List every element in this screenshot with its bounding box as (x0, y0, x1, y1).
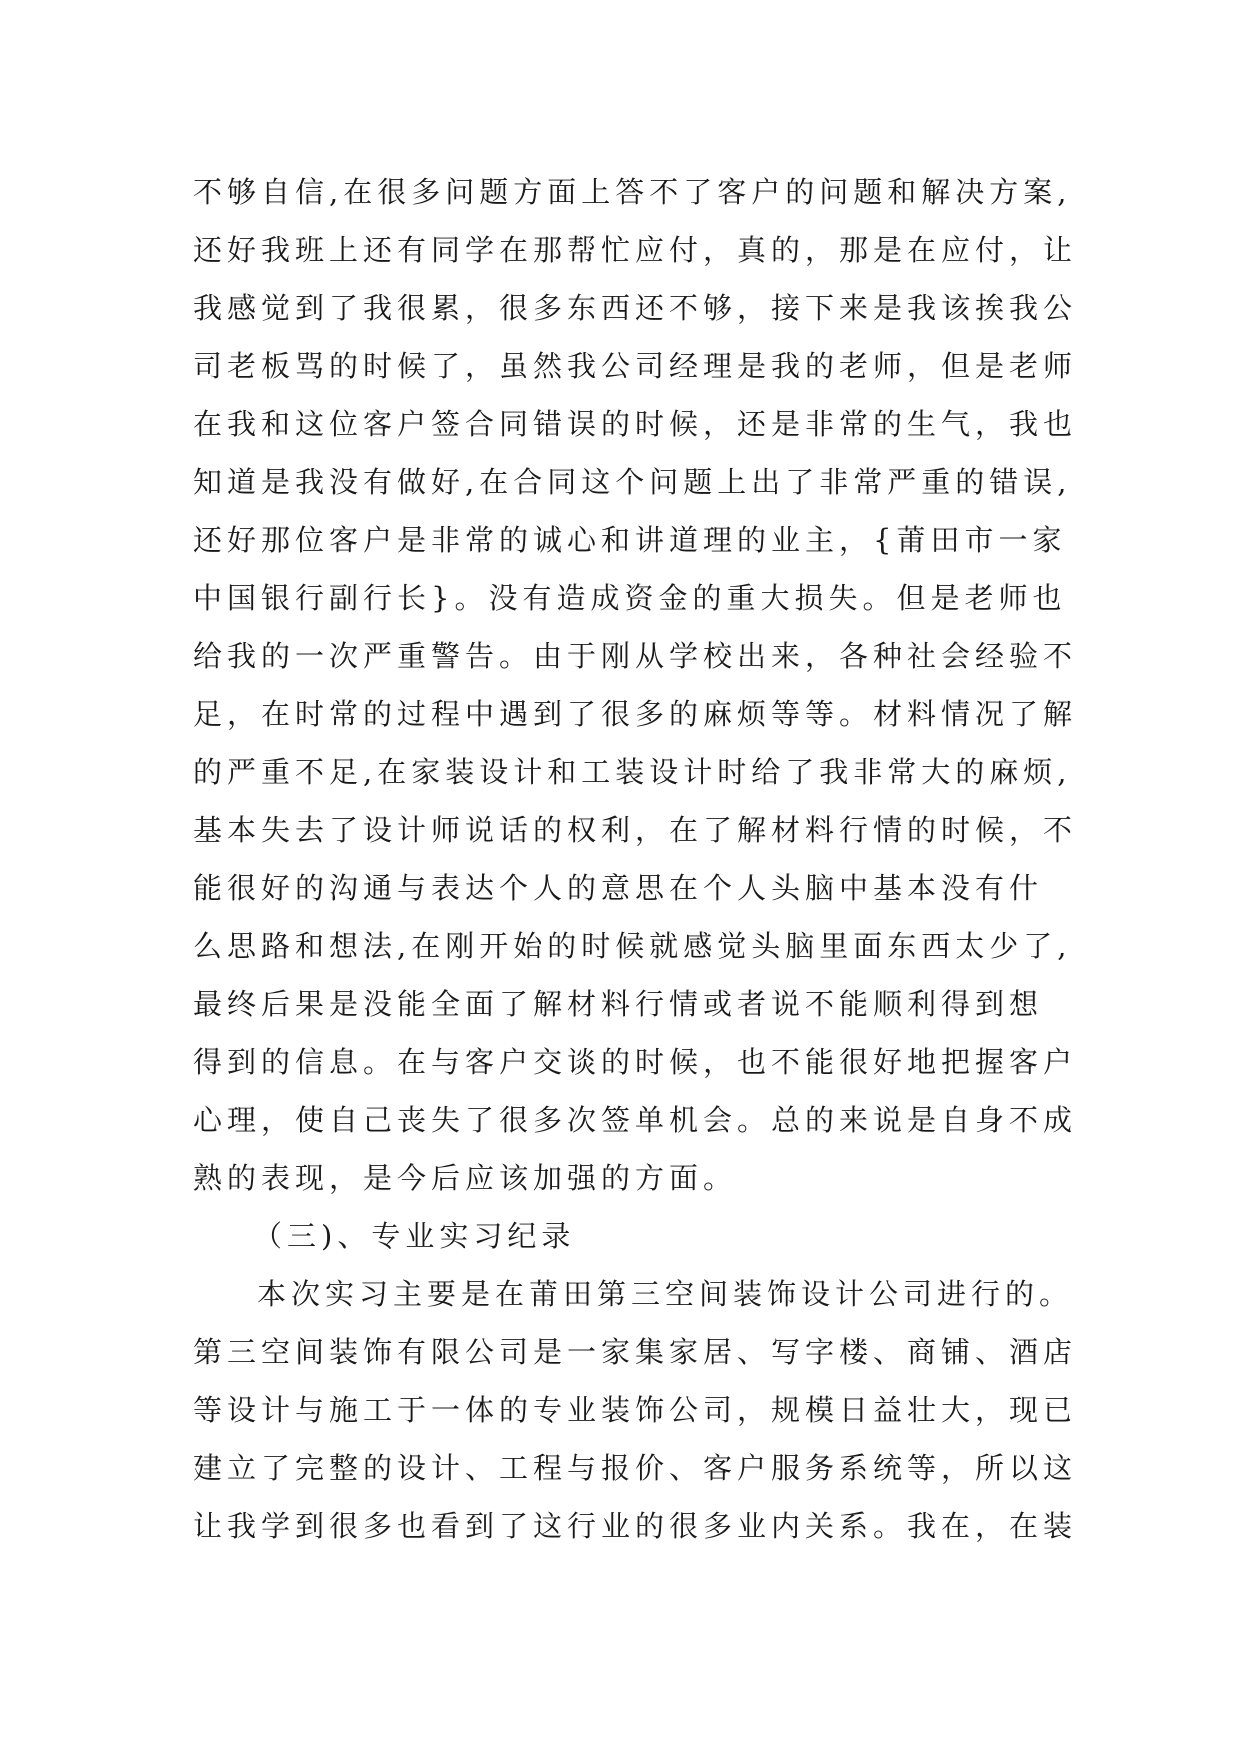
text-line: 熟的表现，是今后应该加强的方面。 (193, 1161, 738, 1195)
text-line: 让我学到很多也看到了这行业的很多业内关系。我在，在装 (193, 1509, 1078, 1543)
text-line: 基本失去了设计师说话的权利，在了解材料行情的时候，不 (193, 813, 1078, 847)
text-line: 不够自信,在很多问题方面上答不了客户的问题和解决方案, (193, 175, 1072, 209)
text-line: 能很好的沟通与表达个人的意思在个人头脑中基本没有什 (193, 871, 1044, 905)
text-line: 的严重不足,在家装设计和工装设计时给了我非常大的麻烦, (193, 755, 1072, 789)
text-line: 在我和这位客户签合同错误的时候，还是非常的生气，我也 (193, 407, 1078, 441)
paragraph-first-line: 本次实习主要是在莆田第三空间装饰设计公司进行的。 (257, 1277, 1074, 1311)
text-line: 知道是我没有做好,在合同这个问题上出了非常严重的错误, (193, 465, 1072, 499)
text-line: 心理，使自己丧失了很多次签单机会。总的来说是自身不成 (193, 1103, 1078, 1137)
text-line: 等设计与施工于一体的专业装饰公司，规模日益壮大，现已 (193, 1393, 1078, 1427)
text-line: 给我的一次严重警告。由于刚从学校出来，各种社会经验不 (193, 639, 1078, 673)
text-line: 么思路和想法,在刚开始的时候就感觉头脑里面东西太少了, (193, 929, 1072, 963)
section-heading: （三)、专业实习纪录 (253, 1219, 576, 1253)
text-line: 第三空间装饰有限公司是一家集家居、写字楼、商铺、酒店 (193, 1335, 1078, 1369)
text-line: 司老板骂的时候了，虽然我公司经理是我的老师，但是老师 (193, 349, 1078, 383)
text-line: 最终后果是没能全面了解材料行情或者说不能顺利得到想 (193, 987, 1044, 1021)
body-text (193, 163, 1078, 1555)
text-line: 还好我班上还有同学在那帮忙应付，真的，那是在应付，让 (193, 233, 1078, 267)
text-line: 足，在时常的过程中遇到了很多的麻烦等等。材料情况了解 (193, 697, 1078, 731)
text-line: 我感觉到了我很累，很多东西还不够，接下来是我该挨我公 (193, 291, 1078, 325)
text-line: 中国银行副行长}。没有造成资金的重大损失。但是老师也 (193, 581, 1067, 615)
text-line: 还好那位客户是非常的诚心和讲道理的业主，{莆田市一家 (193, 523, 1067, 557)
text-line: 建立了完整的设计、工程与报价、客户服务系统等，所以这 (193, 1451, 1078, 1485)
text-line: 得到的信息。在与客户交谈的时候，也不能很好地把握客户 (193, 1045, 1078, 1079)
